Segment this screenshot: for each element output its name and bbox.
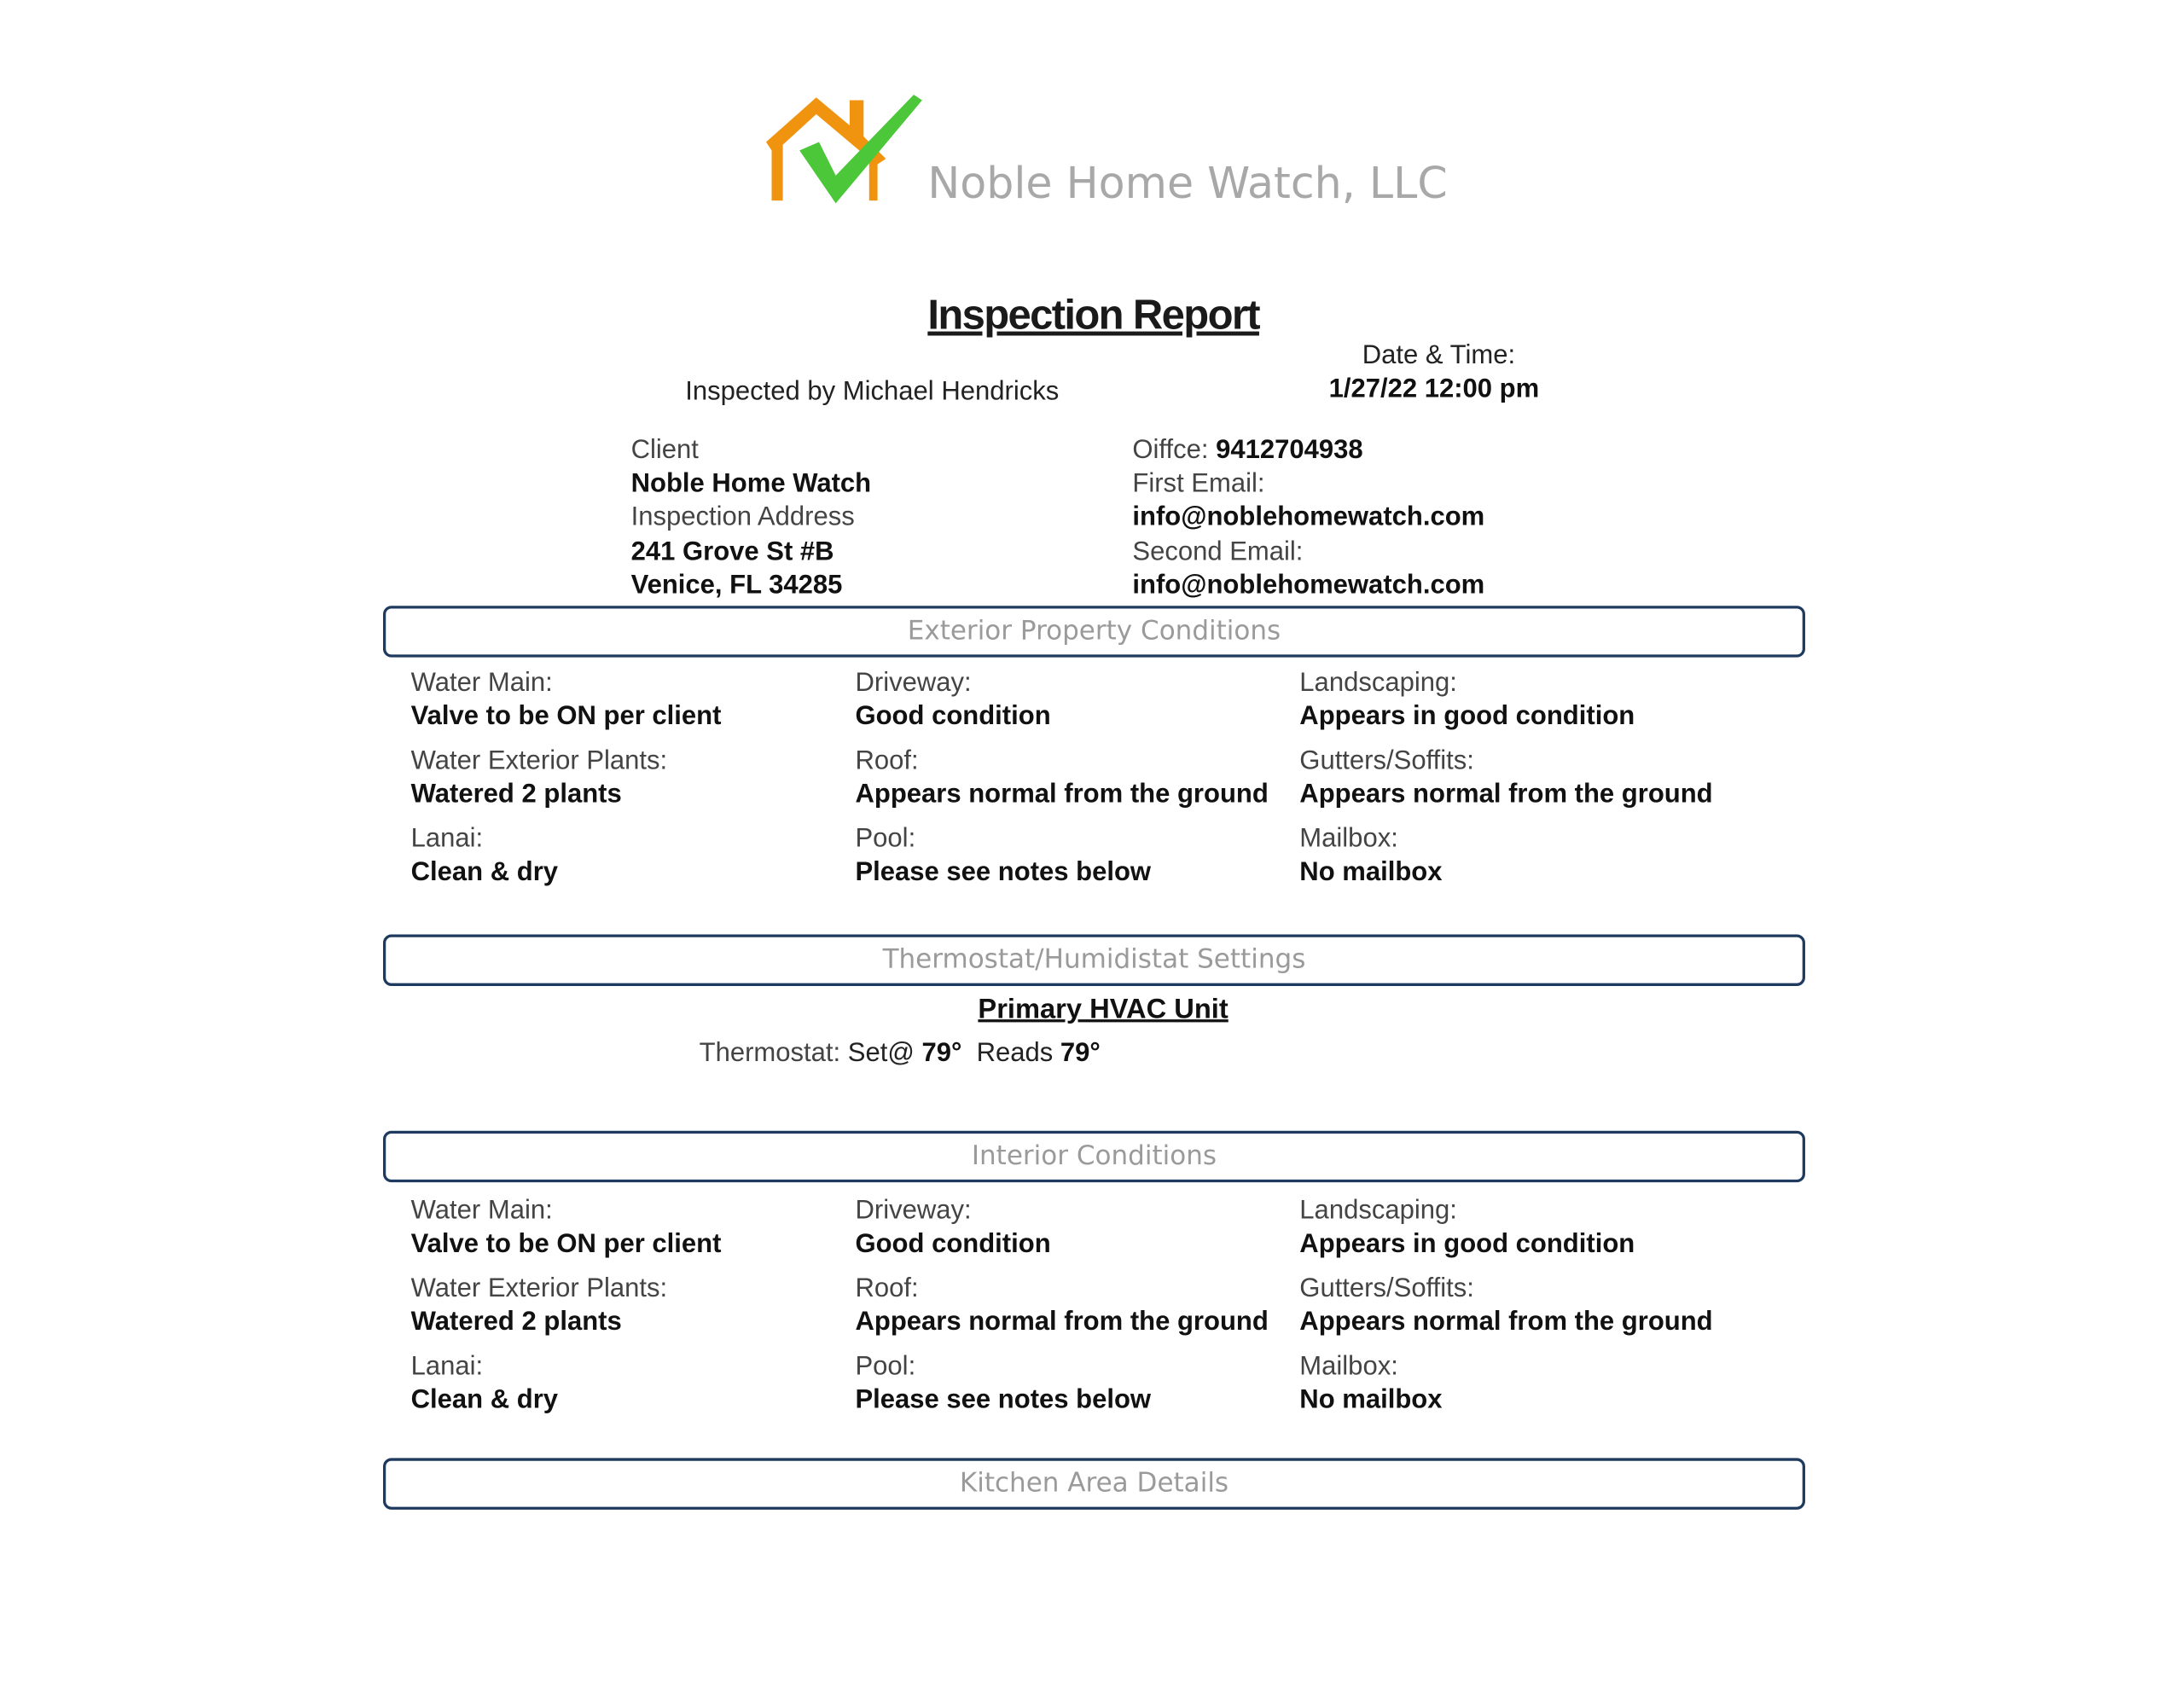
condition-item	[411, 1195, 856, 1262]
house-check-logo-icon	[764, 89, 925, 208]
reads-label: Reads	[976, 1038, 1054, 1069]
condition-item	[855, 1351, 1299, 1418]
report-title: Inspection Report	[927, 292, 1259, 339]
client-value: Noble Home Watch	[630, 469, 872, 499]
section-header-interior	[383, 1131, 1805, 1182]
condition-item	[855, 1273, 1299, 1339]
condition-label: Roof:	[855, 746, 919, 776]
interior-conditions-grid	[411, 1195, 1804, 1418]
condition-value: Appears normal from the ground	[1299, 1308, 1713, 1337]
condition-item	[855, 667, 1299, 734]
condition-label: Landscaping:	[1299, 1196, 1457, 1226]
section-header-thermostat	[383, 935, 1805, 986]
condition-label: Driveway:	[855, 668, 972, 698]
condition-value: Good condition	[855, 1229, 1051, 1259]
email2-label: Second Email:	[1132, 537, 1304, 567]
condition-label: Gutters/Soffits:	[1299, 1273, 1474, 1304]
condition-value: Appears normal from the ground	[855, 1308, 1269, 1337]
company-name: Noble Home Watch, LLC	[927, 159, 1448, 209]
condition-value: No mailbox	[1299, 857, 1443, 888]
condition-item	[1299, 823, 1804, 890]
condition-label: Pool:	[855, 1352, 916, 1382]
condition-label: Mailbox:	[1299, 824, 1398, 854]
section-title: Thermostat/Humidistat Settings	[882, 943, 1306, 975]
thermostat-label: Thermostat:	[699, 1038, 841, 1069]
office-value: 9412704938	[1216, 436, 1363, 466]
email1-value[interactable]: info@noblehomewatch.com	[1132, 502, 1485, 532]
condition-value: Appears in good condition	[1299, 701, 1635, 732]
condition-item	[855, 1195, 1299, 1262]
condition-value: Valve to be ON per client	[410, 1229, 722, 1259]
condition-item	[411, 823, 856, 890]
condition-item	[1299, 667, 1804, 734]
condition-value: Clean & dry	[410, 1385, 559, 1415]
condition-label: Gutters/Soffits:	[1299, 746, 1474, 776]
section-title: Kitchen Area Details	[959, 1467, 1229, 1499]
condition-item	[411, 745, 856, 811]
condition-label: Driveway:	[855, 1196, 972, 1226]
condition-item	[411, 1351, 856, 1418]
section-title: Exterior Property Conditions	[907, 615, 1281, 647]
address-line2: Venice, FL 34285	[630, 571, 843, 600]
reads-value: 79°	[1060, 1038, 1101, 1069]
client-label: Client	[630, 436, 699, 466]
condition-item	[411, 667, 856, 734]
condition-value: Appears in good condition	[1299, 1229, 1635, 1259]
condition-value: Clean & dry	[410, 857, 559, 888]
section-title: Interior Conditions	[971, 1140, 1217, 1172]
address-label: Inspection Address	[630, 502, 855, 532]
office-label: Oiffce:	[1132, 436, 1209, 466]
condition-item	[855, 823, 1299, 890]
condition-item	[411, 1273, 856, 1339]
condition-value: Watered 2 plants	[410, 780, 622, 809]
condition-label: Lanai:	[410, 824, 484, 854]
condition-label: Pool:	[855, 824, 916, 854]
condition-label: Mailbox:	[1299, 1352, 1398, 1382]
condition-value: Please see notes below	[855, 857, 1152, 888]
condition-label: Water Main:	[410, 1196, 553, 1226]
email1-label: First Email:	[1132, 469, 1265, 499]
hvac-unit-title: Primary HVAC Unit	[978, 994, 1228, 1025]
condition-label: Lanai:	[410, 1352, 484, 1382]
condition-item	[1299, 1351, 1804, 1418]
address-line1: 241 Grove St #B	[630, 537, 834, 567]
exterior-conditions-grid	[411, 667, 1804, 890]
condition-value: Watered 2 plants	[410, 1308, 622, 1337]
condition-value: Appears normal from the ground	[855, 780, 1269, 809]
section-header-kitchen	[383, 1458, 1805, 1509]
email2-value[interactable]: info@noblehomewatch.com	[1132, 571, 1485, 600]
condition-item	[855, 745, 1299, 811]
condition-value: No mailbox	[1299, 1385, 1443, 1415]
condition-value: Good condition	[855, 701, 1051, 732]
set-label: Set@	[847, 1038, 915, 1069]
condition-label: Roof:	[855, 1273, 919, 1304]
condition-value: Please see notes below	[855, 1385, 1152, 1415]
condition-label: Water Exterior Plants:	[410, 1273, 668, 1304]
condition-item	[1299, 1273, 1804, 1339]
condition-label: Water Exterior Plants:	[410, 746, 668, 776]
condition-label: Landscaping:	[1299, 668, 1457, 698]
condition-value: Valve to be ON per client	[410, 701, 722, 732]
set-value: 79°	[921, 1038, 962, 1069]
date-value: 1/27/22 12:00 pm	[1328, 374, 1540, 404]
condition-label: Water Main:	[410, 668, 553, 698]
condition-item	[1299, 1195, 1804, 1262]
condition-value: Appears normal from the ground	[1299, 780, 1713, 809]
thermostat-reading	[700, 1037, 1101, 1070]
inspector: Inspected by Michael Hendricks	[685, 377, 1060, 407]
condition-item	[1299, 745, 1804, 811]
date-label: Date & Time:	[1362, 341, 1516, 371]
section-header-exterior	[383, 606, 1805, 657]
